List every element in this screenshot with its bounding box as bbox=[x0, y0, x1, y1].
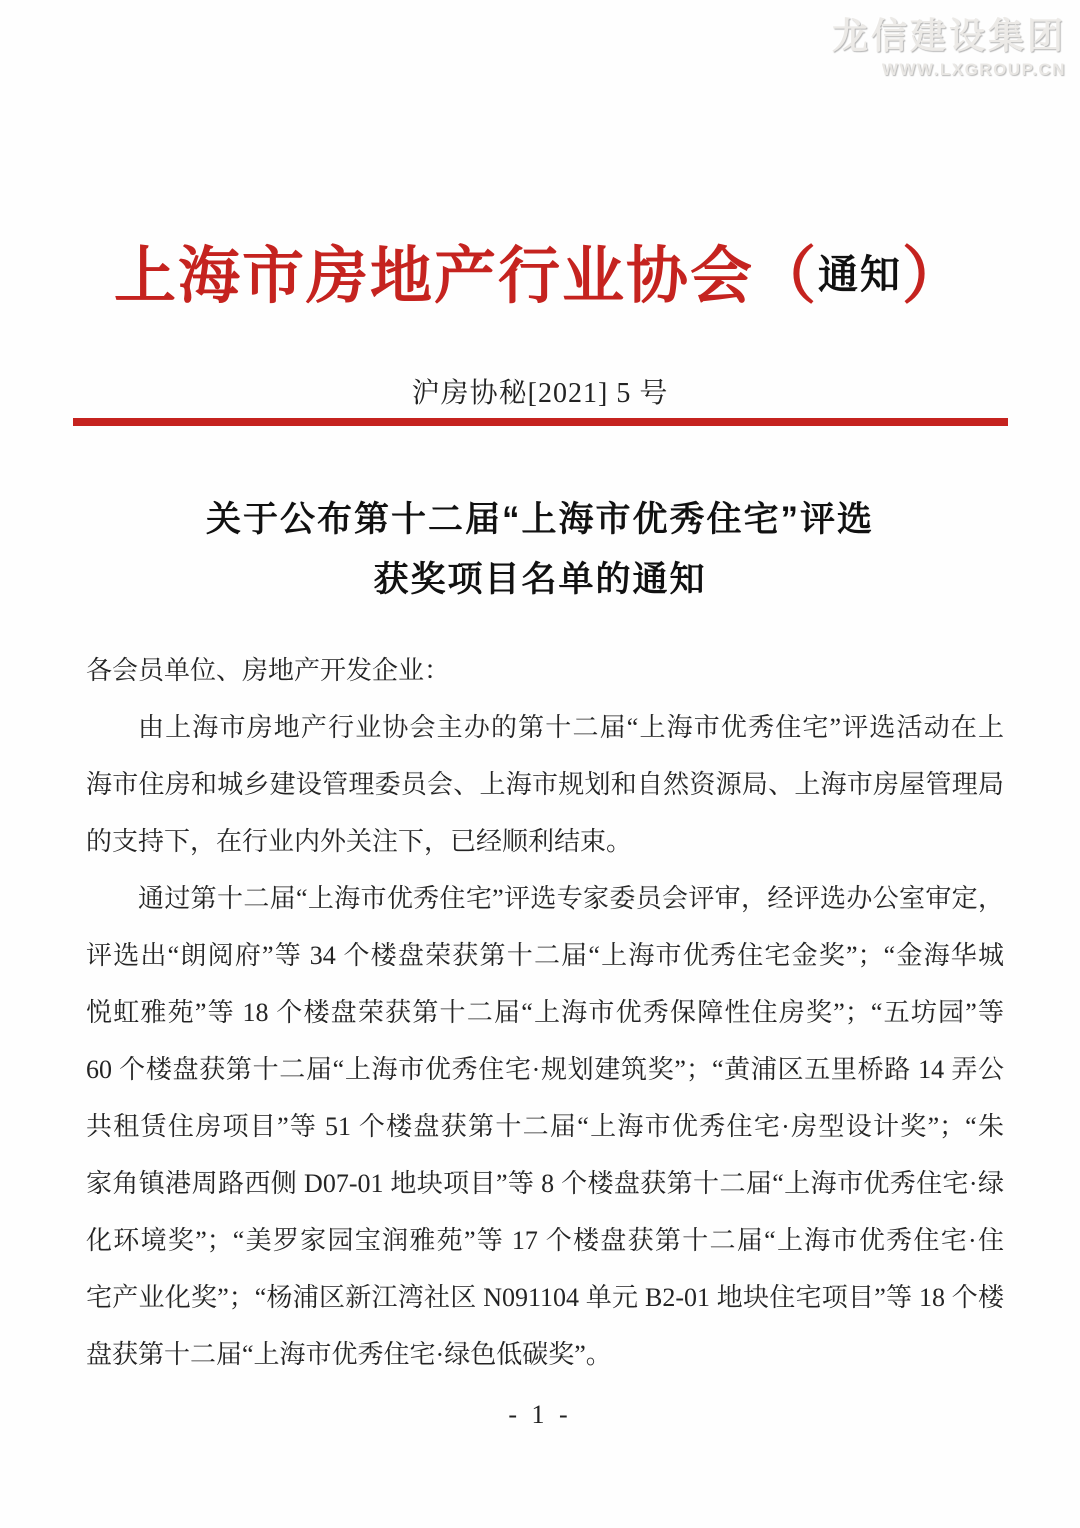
body-line: 60 个楼盘获第十二届“上海市优秀住宅·规划建筑奖”；“黄浦区五里桥路 14 弄公 bbox=[86, 1055, 1004, 1084]
org-name: 上海市房地产行业协会 bbox=[113, 243, 754, 311]
body-line: 家角镇港周路西侧 D07-01 地块项目”等 8 个楼盘获第十二届“上海市优秀住宅·绿 bbox=[86, 1169, 1004, 1198]
body-line: 由上海市房地产行业协会主办的第十二届“上海市优秀住宅”评选活动在上 bbox=[138, 713, 1004, 742]
body-line: 化环境奖”；“美罗家园宝润雅苑”等 17 个楼盘获第十二届“上海市优秀住宅·住 bbox=[86, 1226, 1004, 1255]
watermark-company-name: 龙信建设集团 bbox=[831, 15, 1066, 56]
paren-open: （ bbox=[753, 243, 818, 311]
document-title bbox=[0, 490, 1080, 610]
letterhead-org-title bbox=[0, 226, 1080, 315]
body-line: 悦虹雅苑”等 18 个楼盘荣获第十二届“上海市优秀保障性住房奖”；“五坊园”等 bbox=[86, 998, 1004, 1027]
letterhead-divider-rule bbox=[73, 418, 1008, 426]
body-line: 评选出“朗阅府”等 34 个楼盘荣获第十二届“上海市优秀住宅金奖”；“金海华城 bbox=[86, 941, 1004, 970]
body-line: 共租赁住房项目”等 51 个楼盘获第十二届“上海市优秀住宅·房型设计奖”；“朱 bbox=[86, 1112, 1004, 1141]
body-line: 各会员单位、房地产开发企业： bbox=[86, 656, 451, 685]
corporate-watermark bbox=[832, 8, 1066, 80]
body-line: 的支持下，在行业内外关注下，已经顺利结束。 bbox=[86, 827, 633, 856]
document-title-line1: 关于公布第十二届“上海市优秀住宅”评选 bbox=[205, 500, 874, 539]
body-line: 盘获第十二届“上海市优秀住宅·绿色低碳奖”。 bbox=[86, 1340, 612, 1369]
document-reference-number: 沪房协秘[2021] 5 号 bbox=[411, 378, 669, 409]
body-text bbox=[86, 642, 1004, 1383]
notice-label: 通知 bbox=[818, 252, 902, 297]
watermark-website: WWW.LXGROUP.CN bbox=[881, 60, 1066, 79]
body-line: 海市住房和城乡建设管理委员会、上海市规划和自然资源局、上海市房屋管理局 bbox=[86, 770, 1004, 799]
body-line: 宅产业化奖”；“杨浦区新江湾社区 N091104 单元 B2-01 地块住宅项目”等 18 个楼 bbox=[86, 1283, 1004, 1312]
body-line: 通过第十二届“上海市优秀住宅”评选专家委员会评审，经评选办公室审定， bbox=[138, 884, 1004, 913]
paren-close: ） bbox=[902, 243, 967, 311]
page-number: - 1 - bbox=[508, 1400, 572, 1429]
document-title-line2: 获奖项目名单的通知 bbox=[373, 560, 707, 599]
